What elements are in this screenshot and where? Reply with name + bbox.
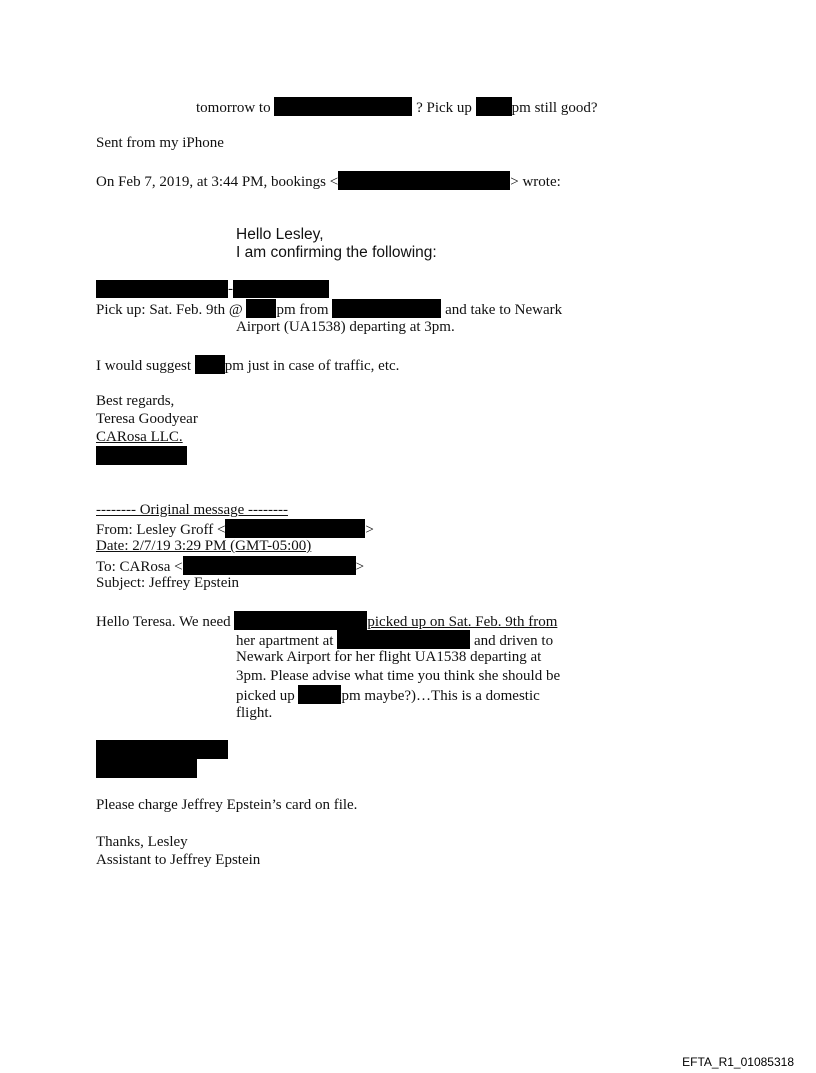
reply-line: tomorrow to ? Pick up pm still good? <box>196 97 598 117</box>
signature-company: CARosa LLC. <box>96 429 183 445</box>
body-line-1: Hello Teresa. We need picked up on Sat. Feb. 9th from <box>96 611 557 631</box>
original-from: From: Lesley Groff < > <box>96 519 374 539</box>
document-id: EFTA_R1_01085318 <box>682 1055 794 1069</box>
redaction-block <box>234 611 367 630</box>
redaction-block <box>96 446 187 465</box>
redaction-block <box>195 355 225 374</box>
original-to: To: CARosa < > <box>96 556 364 576</box>
redaction-block <box>96 280 228 298</box>
body-line-5: picked up pm maybe?)…This is a domestic <box>236 685 540 705</box>
redaction-block <box>96 740 228 759</box>
body-line-2: her apartment at and driven to <box>236 630 553 650</box>
pickup-line-2: Airport (UA1538) departing at 3pm. <box>236 319 455 335</box>
pickup-line: Pick up: Sat. Feb. 9th @ pm from and take to Newark <box>96 299 562 319</box>
closing-thanks: Thanks, Lesley <box>96 834 188 850</box>
redaction-block <box>476 97 512 116</box>
redaction-block <box>337 630 470 649</box>
signature-name: Teresa Goodyear <box>96 411 198 427</box>
redaction-block <box>246 299 276 318</box>
redaction-block <box>183 556 356 575</box>
greeting-confirm: I am confirming the following: <box>236 244 437 261</box>
sent-from-line: Sent from my iPhone <box>96 135 224 151</box>
original-divider: -------- Original message -------- <box>96 502 288 518</box>
redaction-block <box>338 171 510 190</box>
body-line-3: Newark Airport for her flight UA1538 departing at <box>236 649 542 665</box>
redaction-block <box>96 759 197 778</box>
dash: - <box>228 281 233 297</box>
redaction-block <box>225 519 365 538</box>
closing-title: Assistant to Jeffrey Epstein <box>96 852 261 868</box>
redaction-block <box>274 97 412 116</box>
original-date: Date: 2/7/19 3:29 PM (GMT-05:00) <box>96 538 312 554</box>
signature-regards: Best regards, <box>96 393 175 409</box>
greeting-hello: Hello Lesley, <box>236 226 324 243</box>
charge-line: Please charge Jeffrey Epstein’s card on file. <box>96 797 358 813</box>
redaction-block <box>298 685 341 704</box>
body-line-6: flight. <box>236 705 273 721</box>
quote-header: On Feb 7, 2019, at 3:44 PM, bookings < > wrote: <box>96 171 561 191</box>
suggest-line: I would suggest pm just in case of traffic, etc. <box>96 355 399 375</box>
body-line-4: 3pm. Please advise what time you think she should be <box>236 668 561 684</box>
redaction-block <box>332 299 441 318</box>
redaction-block <box>233 280 329 298</box>
original-subject: Subject: Jeffrey Epstein <box>96 575 240 591</box>
